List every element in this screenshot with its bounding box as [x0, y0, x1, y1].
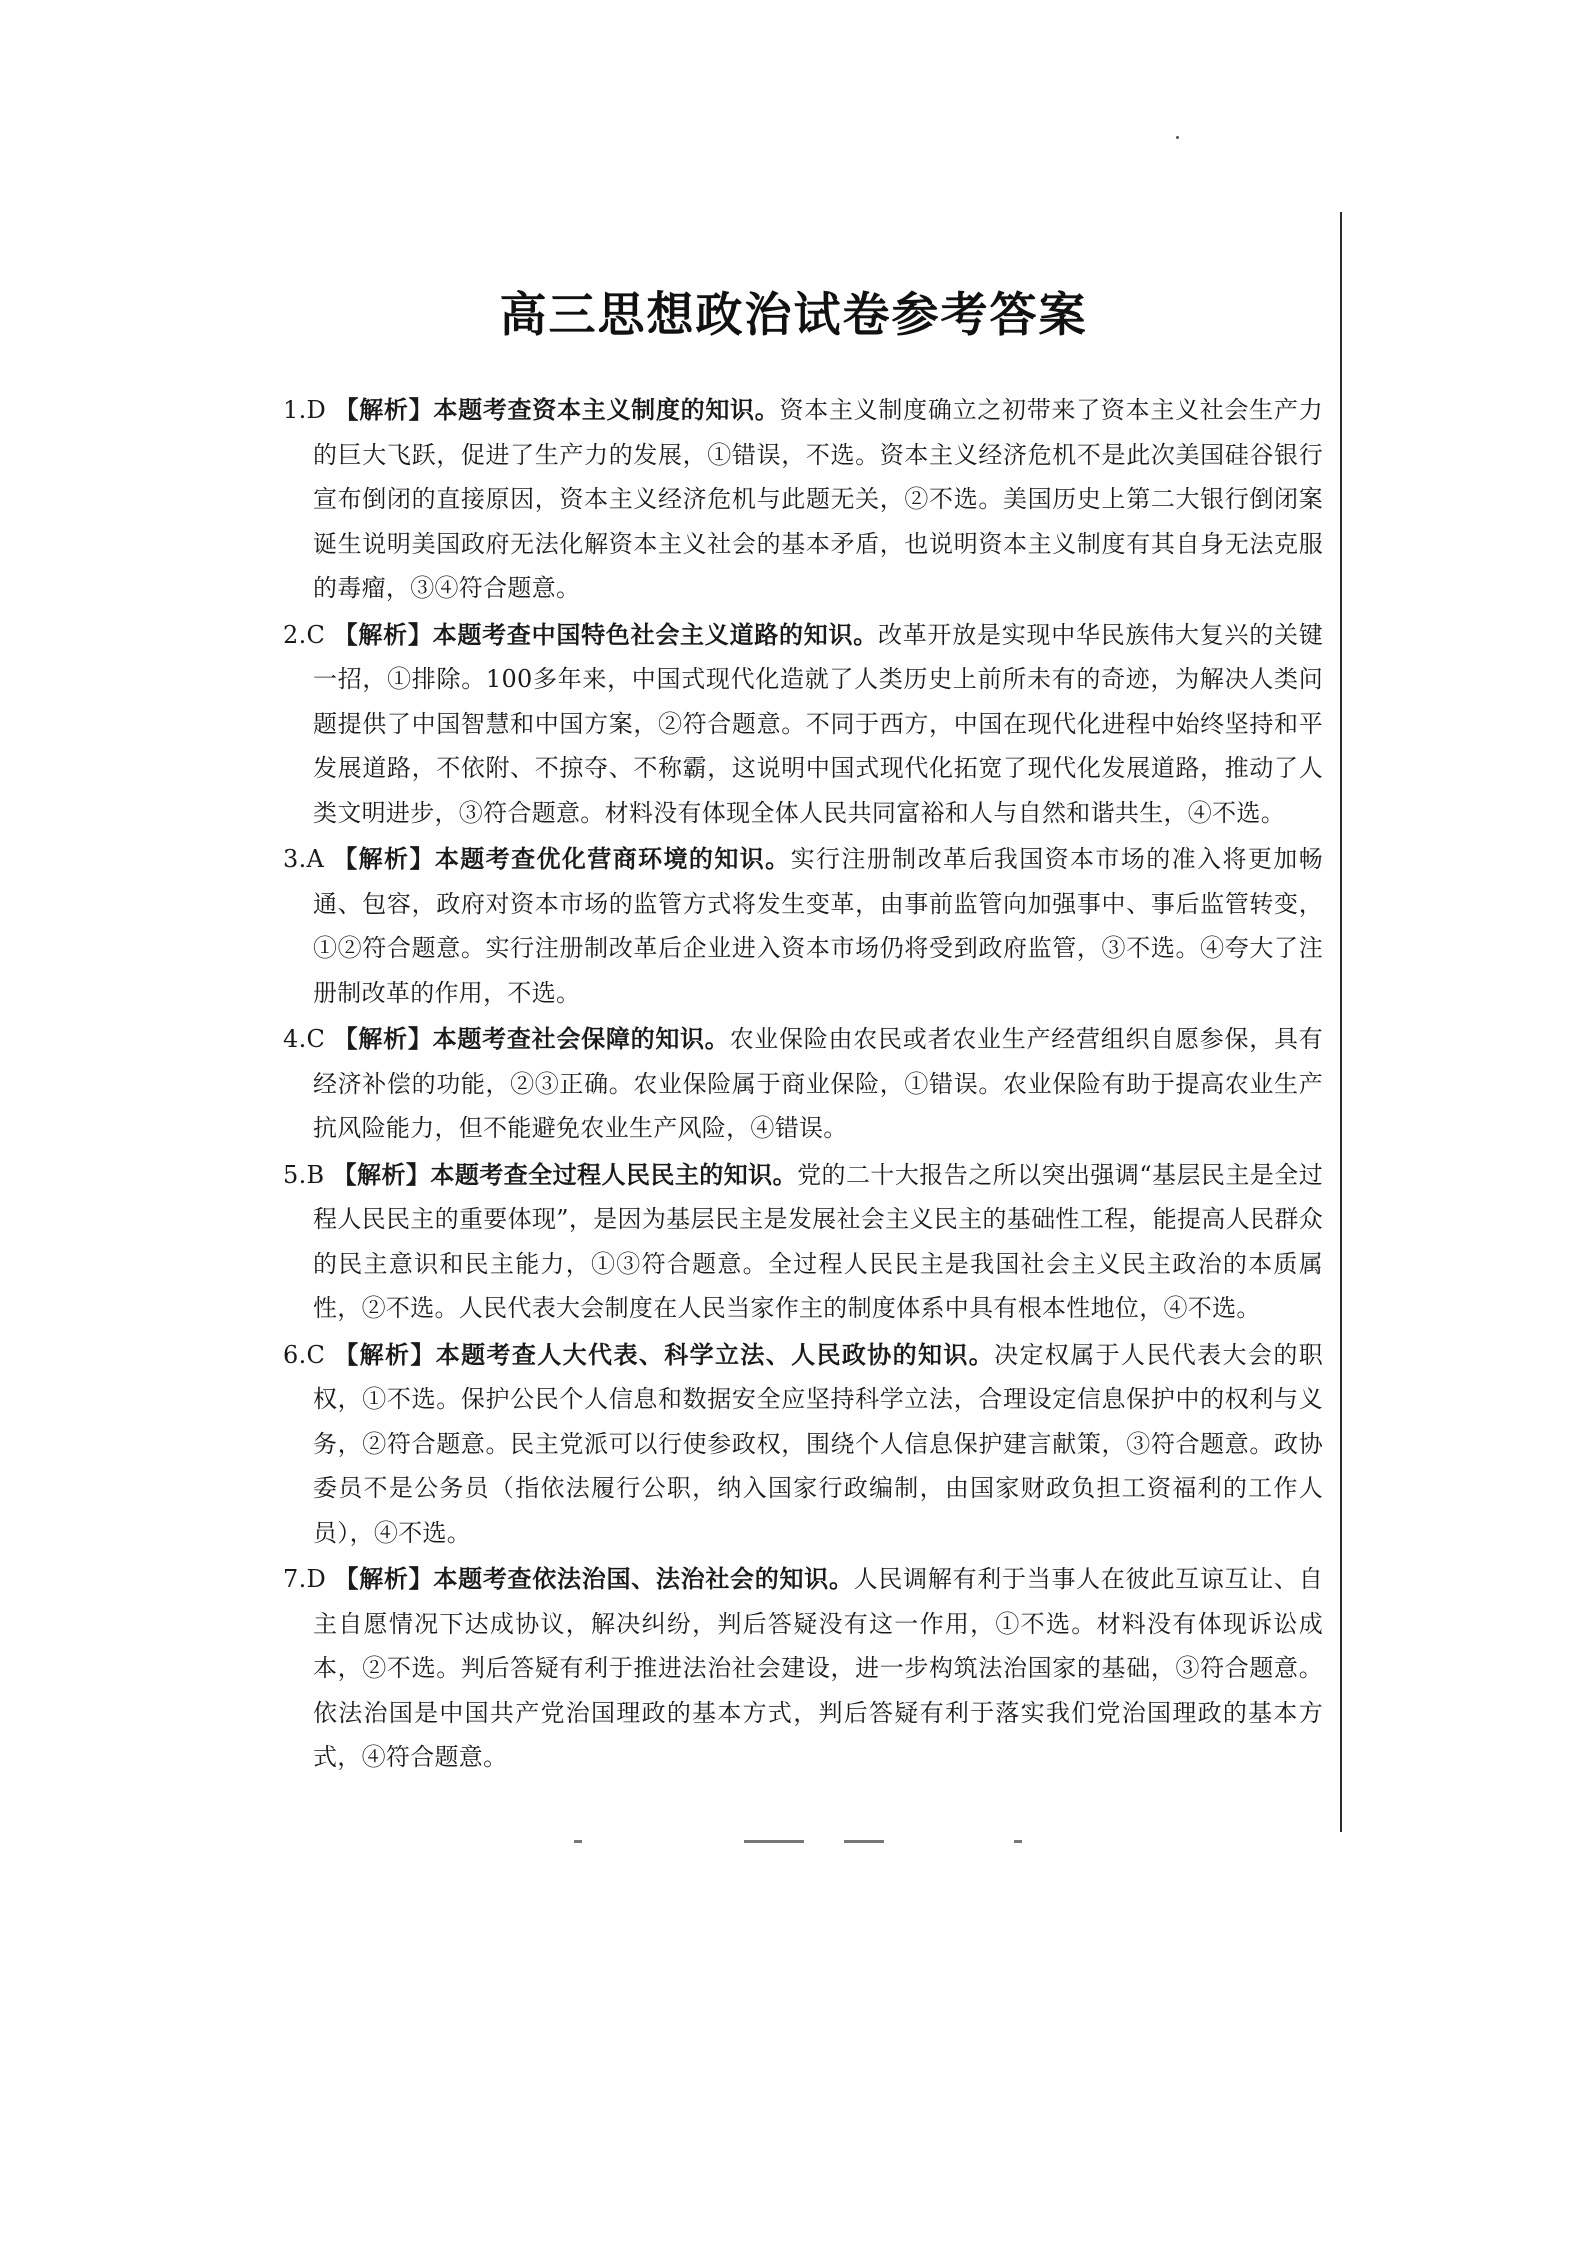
answer-list: [283, 388, 1323, 1782]
answer-item-5: [283, 1153, 1323, 1331]
analysis-tag: 【解析】: [334, 396, 434, 424]
explanation-text: 决定权属于人民代表大会的职权，①不选。保护公民个人信息和数据安全应坚持科学立法，合理设定信息保护中的权利与义务，②符合题意。民主党派可以行使参政权，围绕个人信息保护建言献策，③符合题意。政协委员不是公务员（指依法履行公职，纳入国家行政编制，由国家财政负担工资福利的工作人员），④不选。: [313, 1340, 1323, 1547]
scan-mark: [844, 1840, 884, 1843]
explanation-text: 党的二十大报告之所以突出强调“基层民主是全过程人民民主的重要体现”，是因为基层民主是发展社会主义民主的基础性工程，能提高人民群众的民主意识和民主能力，①③符合题意。全过程人民民主是我国社会主义民主政治的本质属性，②不选。人民代表大会制度在人民当家作主的制度体系中具有根本性地位，④不选。: [313, 1160, 1324, 1322]
scan-mark: [574, 1840, 582, 1843]
topic-lead: 本题考查中国特色社会主义道路的知识。: [432, 620, 879, 649]
explanation-text: 实行注册制改革后我国资本市场的准入将更加畅通、包容，政府对资本市场的监管方式将发生变革，由事前监管向加强事中、事后监管转变，①②符合题意。实行注册制改革后企业进入资本市场仍将受到政府监管，③不选。④夸大了注册制改革的作用，不选。: [313, 845, 1323, 1007]
answer-item-1: [283, 388, 1323, 611]
answer-number: 6.C: [283, 1340, 326, 1369]
explanation-text: 农业保险由农民或者农业生产经营组织自愿参保，具有经济补偿的功能，②③正确。农业保险属于商业保险，①错误。农业保险有助于提高农业生产抗风险能力，但不能避免农业生产风险，④错误。: [313, 1025, 1324, 1142]
answer-number: 5.B: [283, 1160, 325, 1189]
scan-mark: [1014, 1840, 1022, 1843]
answer-number: 2.C: [283, 620, 326, 649]
explanation-text: 改革开放是实现中华民族伟大复兴的关键一招，①排除。100多年来，中国式现代化造就了人类历史上前所未有的奇迹，为解决人类问题提供了中国智慧和中国方案，②符合题意。不同于西方，中国在现代化进程中始终坚持和平发展道路，不依附、不掠夺、不称霸，这说明中国式现代化拓宽了现代化发展道路，推动了人类文明进步，③符合题意。材料没有体现全体人民共同富裕和人与自然和谐共生，④不选。: [313, 620, 1323, 827]
answer-item-2: [283, 613, 1323, 836]
topic-lead: 本题考查资本主义制度的知识。: [433, 396, 780, 424]
topic-lead: 本题考查全过程人民民主的知识。: [430, 1160, 798, 1189]
analysis-tag: 【解析】: [332, 845, 435, 873]
page-title: 高三思想政治试卷参考答案: [499, 288, 1088, 343]
analysis-tag: 【解析】: [333, 620, 433, 649]
answer-item-6: [283, 1333, 1323, 1556]
answer-number: 7.D: [283, 1565, 327, 1593]
footer-scan-marks: [574, 1840, 1024, 1846]
explanation-text: 资本主义制度确立之初带来了资本主义社会生产力的巨大飞跃，促进了生产力的发展，①错误，不选。资本主义经济危机不是此次美国硅谷银行宣布倒闭的直接原因，资本主义经济危机与此题无关，②不选。美国历史上第二大银行倒闭案诞生说明美国政府无法化解资本主义社会的基本矛盾，也说明资本主义制度有其自身无法克服的毒瘤，③④符合题意。: [313, 396, 1324, 602]
answer-item-4: [283, 1017, 1323, 1151]
topic-lead: 本题考查社会保障的知识。: [432, 1025, 730, 1053]
answer-item-7: [283, 1557, 1323, 1780]
right-margin-rule: [1340, 212, 1342, 1832]
answer-number: 4.C: [283, 1025, 326, 1053]
topic-lead: 本题考查依法治国、法治社会的知识。: [433, 1565, 854, 1593]
answer-number: 3.A: [283, 845, 325, 873]
analysis-tag: 【解析】: [333, 1340, 436, 1369]
scan-mark: [744, 1840, 804, 1843]
answer-item-3: [283, 837, 1323, 1015]
analysis-tag: 【解析】: [333, 1025, 433, 1053]
analysis-tag: 【解析】: [334, 1565, 434, 1593]
explanation-text: 人民调解有利于当事人在彼此互谅互让、自主自愿情况下达成协议，解决纠纷，判后答疑没有这一作用，①不选。材料没有体现诉讼成本，②不选。判后答疑有利于推进法治社会建设，进一步构筑法治国家的基础，③符合题意。依法治国是中国共产党治国理政的基本方式，判后答疑有利于落实我们党治国理政的基本方式，④符合题意。: [313, 1565, 1323, 1771]
answer-number: 1.D: [283, 396, 327, 424]
topic-lead: 本题考查人大代表、科学立法、人民政协的知识。: [435, 1340, 995, 1369]
topic-lead: 本题考查优化营商环境的知识。: [434, 845, 791, 873]
scan-speck: [1176, 136, 1179, 139]
analysis-tag: 【解析】: [332, 1160, 431, 1189]
